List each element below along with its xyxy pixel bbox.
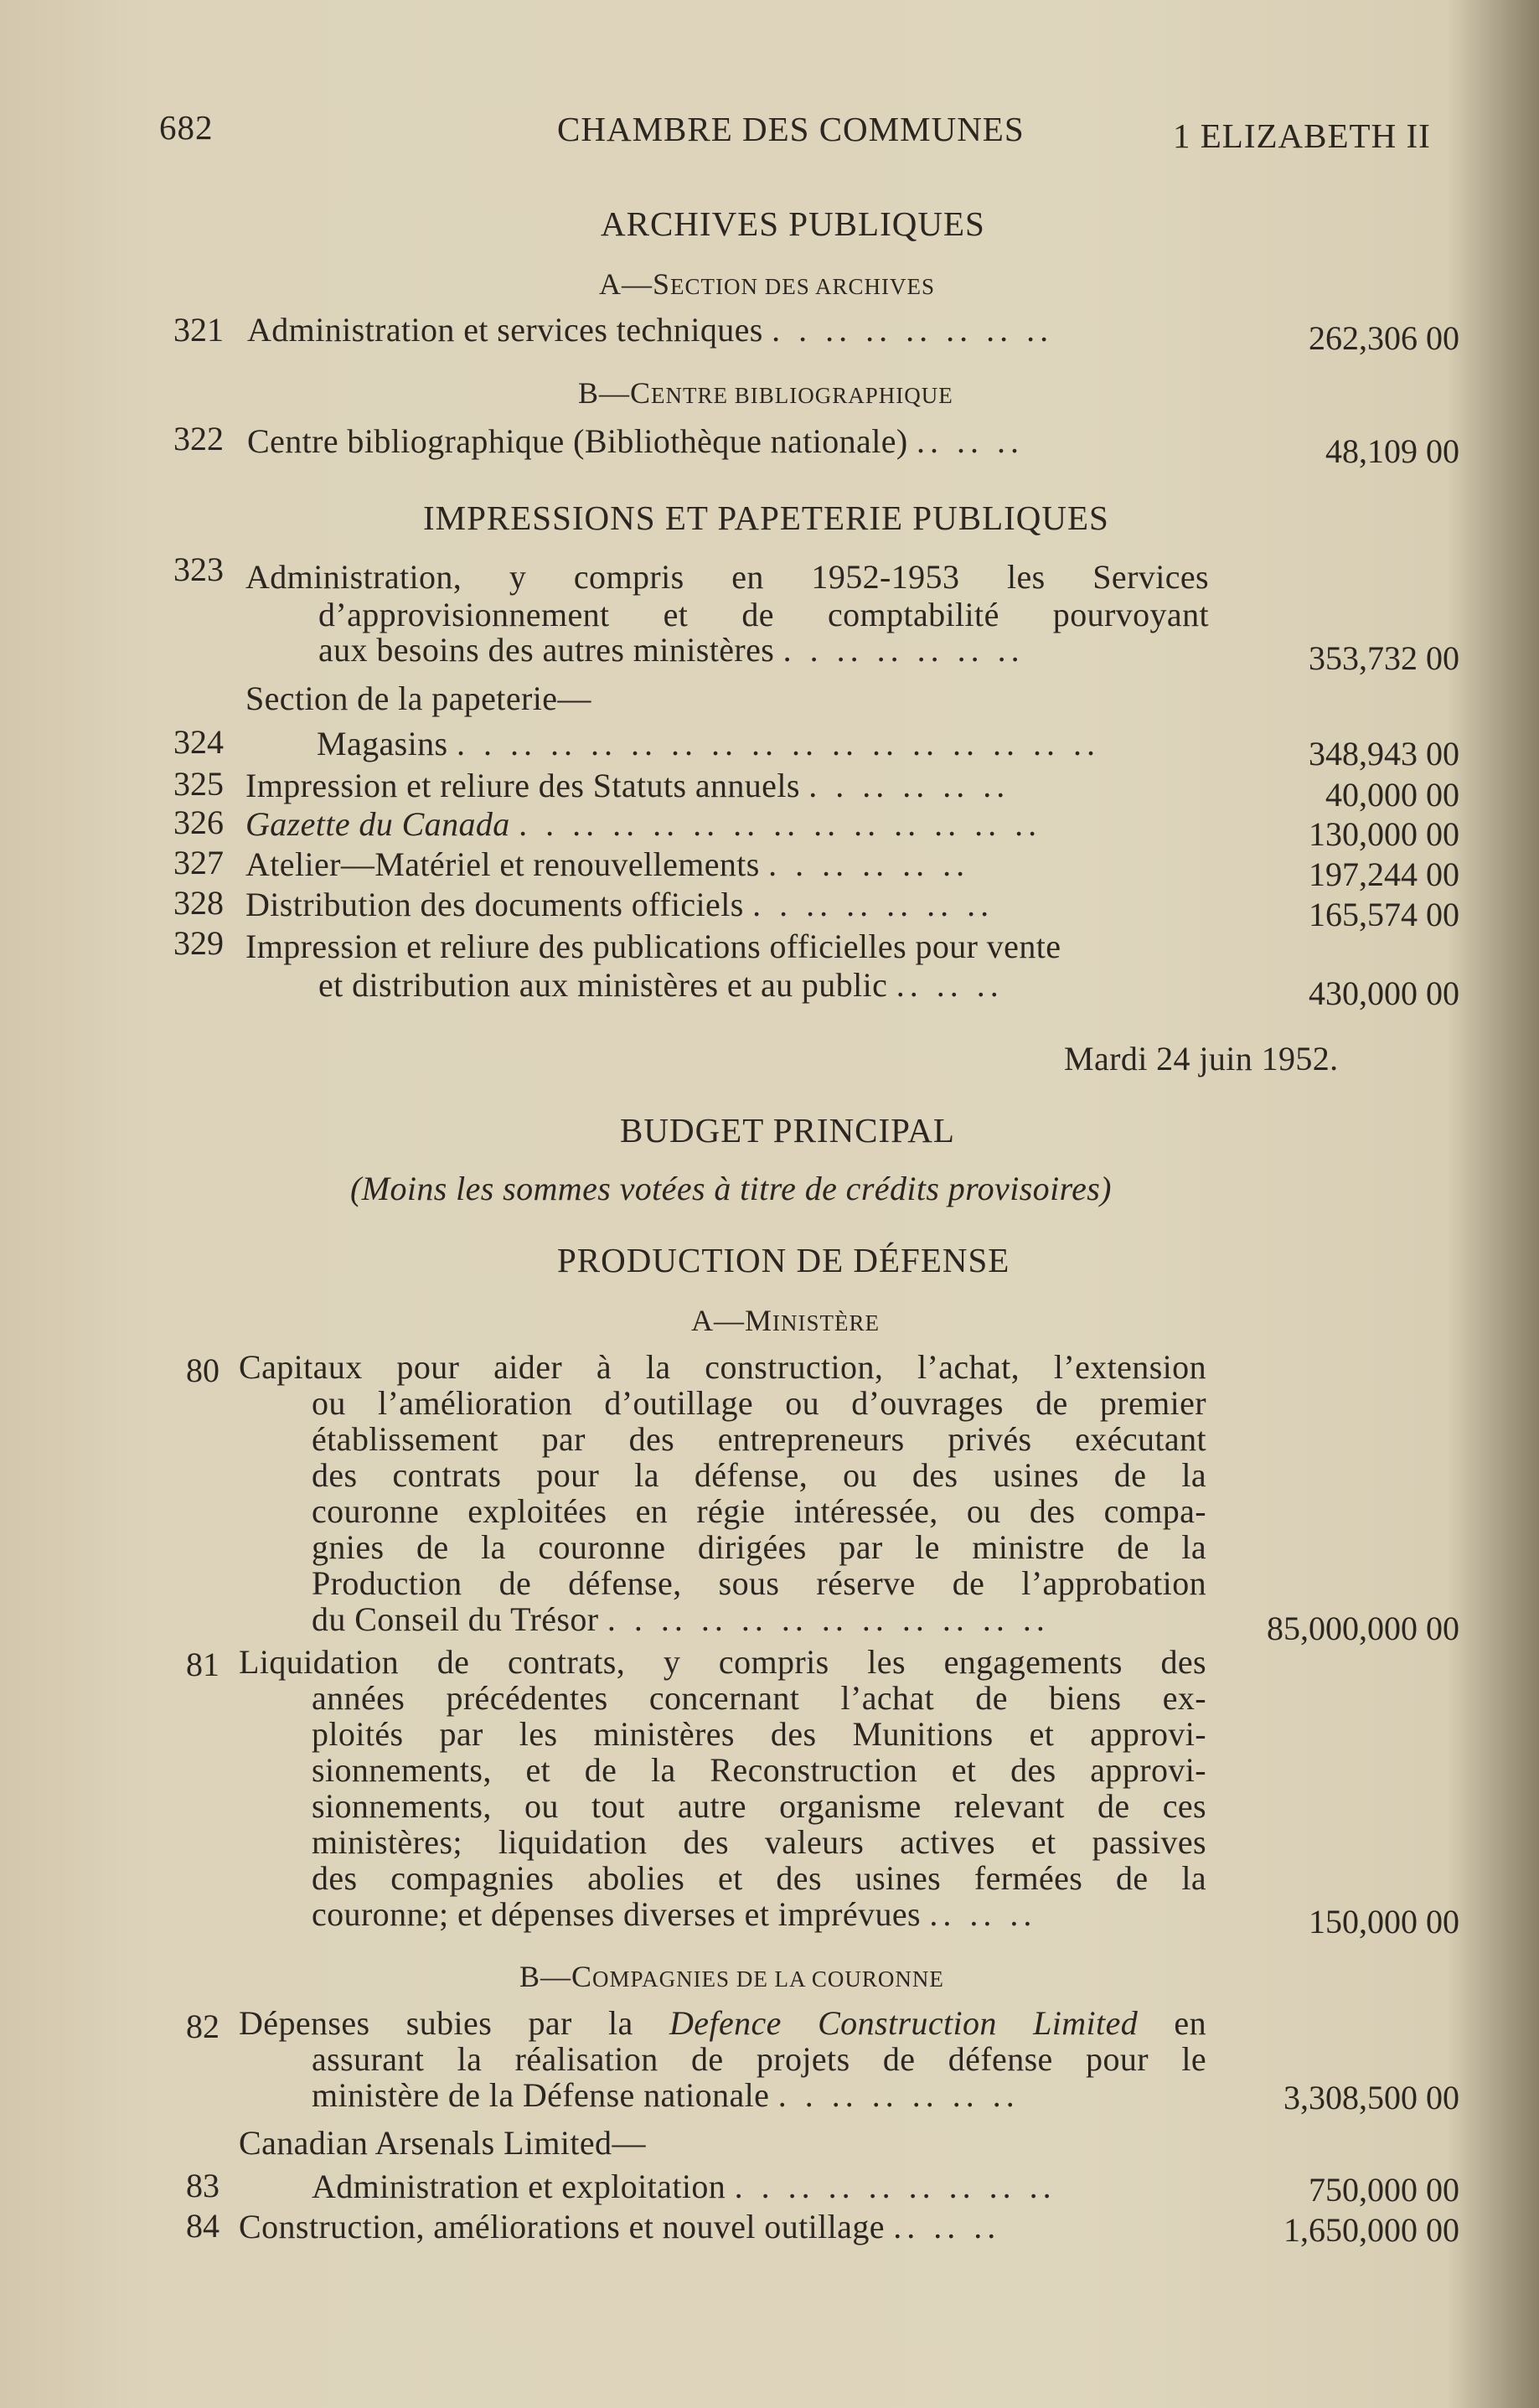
item-description: Magasins . . .. .. .. .. .. .. .. .. .. .. .. .. .. .. .. xyxy=(317,725,1100,762)
heading-production-defense: PRODUCTION DE DÉFENSE xyxy=(557,1241,1010,1279)
item-amount: 1,650,000 00 xyxy=(1283,2211,1459,2249)
item-amount: 85,000,000 00 xyxy=(1267,1610,1459,1647)
item-description-line: d’approvisionnement et de comptabilité pourvoyant xyxy=(318,596,1209,633)
item-amount: 40,000 00 xyxy=(1325,776,1459,814)
item-description-line: sionnements, et de la Reconstruction et des approvi- xyxy=(312,1751,1206,1789)
item-number: 321 xyxy=(173,311,224,349)
item-number: 322 xyxy=(173,420,224,457)
item-number: 327 xyxy=(173,844,224,881)
group-label-papeterie: Section de la papeterie— xyxy=(245,680,591,717)
heading-impressions-papeterie: IMPRESSIONS ET PAPETERIE PUBLIQUES xyxy=(423,499,1109,537)
subheading-section-archives: A—SECTION DES ARCHIVES xyxy=(599,267,936,301)
item-amount: 353,732 00 xyxy=(1309,639,1459,677)
item-description: Distribution des documents officiels . . .. .. .. .. .. xyxy=(245,886,994,923)
item-description-line: Liquidation de contrats, y compris les engagements des xyxy=(239,1643,1206,1681)
item-description: Administration et exploitation . . .. .. .. .. .. .. .. xyxy=(312,2168,1056,2205)
item-description-line: ministères; liquidation des valeurs actives et passives xyxy=(312,1823,1206,1861)
item-description: Administration et services techniques . . .. .. .. .. .. .. xyxy=(247,311,1054,349)
item-description-line: ploités par les ministères des Munitions et approvi- xyxy=(312,1715,1206,1753)
item-description: Construction, améliorations et nouvel outillage .. .. .. xyxy=(239,2208,1001,2245)
sitting-date: Mardi 24 juin 1952. xyxy=(1064,1040,1339,1077)
item-amount: 750,000 00 xyxy=(1309,2171,1459,2209)
item-number: 329 xyxy=(173,924,224,962)
item-description-line: et distribution aux ministères et au public .. .. .. xyxy=(318,966,1004,1004)
page-number: 682 xyxy=(159,108,214,147)
item-number: 323 xyxy=(173,550,224,588)
item-description-line: assurant la réalisation de projets de défense pour le xyxy=(312,2040,1206,2078)
item-description-line: Impression et reliure des publications officielles pour vente xyxy=(245,928,1061,965)
group-label-canadian-arsenals: Canadian Arsenals Limited— xyxy=(239,2124,646,2162)
subheading-budget-note: (Moins les sommes votées à titre de crédits provisoires) xyxy=(350,1170,1112,1207)
item-number: 324 xyxy=(173,723,224,761)
heading-budget-principal: BUDGET PRINCIPAL xyxy=(620,1111,955,1150)
item-amount: 3,308,500 00 xyxy=(1283,2079,1459,2116)
item-amount: 348,943 00 xyxy=(1309,735,1459,773)
item-number: 84 xyxy=(186,2207,219,2245)
item-number: 81 xyxy=(186,1646,219,1683)
item-amount: 262,306 00 xyxy=(1309,319,1459,357)
item-description-line: Dépenses subies par la Defence Construction Limited en xyxy=(239,2004,1206,2042)
item-description-line: gnies de la couronne dirigées par le ministre de la xyxy=(312,1528,1206,1566)
running-head-reign: 1 ELIZABETH II xyxy=(1173,116,1431,155)
item-number: 82 xyxy=(186,2008,219,2045)
item-description-line: ministère de la Défense nationale . . .. .. .. .. .. xyxy=(312,2076,1020,2114)
subheading-compagnies-couronne: B—COMPAGNIES DE LA COURONNE xyxy=(519,1960,944,1993)
item-amount: 150,000 00 xyxy=(1309,1903,1459,1940)
item-description: Impression et reliure des Statuts annuels . . .. .. .. .. xyxy=(245,767,1010,804)
subheading-ministere: A—MINISTÈRE xyxy=(691,1304,880,1337)
item-number: 328 xyxy=(173,884,224,922)
subheading-centre-bibliographique: B—CENTRE BIBLIOGRAPHIQUE xyxy=(578,376,953,410)
running-head-chamber: CHAMBRE DES COMMUNES xyxy=(557,110,1025,148)
item-description: Centre bibliographique (Bibliothèque nationale) .. .. .. xyxy=(247,422,1024,460)
item-amount: 130,000 00 xyxy=(1309,815,1459,853)
item-description-line: ou l’amélioration d’outillage ou d’ouvrages de premier xyxy=(312,1384,1206,1422)
item-description-line: années précédentes concernant l’achat de biens ex- xyxy=(312,1679,1206,1717)
item-amount: 197,244 00 xyxy=(1309,855,1459,893)
item-description-line: des compagnies abolies et des usines fermées de la xyxy=(312,1859,1206,1897)
item-description-block xyxy=(239,1349,1206,1637)
item-description: Gazette du Canada . . .. .. .. .. .. .. .. .. .. .. .. .. xyxy=(245,805,1042,843)
item-description-line: aux besoins des autres ministères . . .. .. .. .. .. xyxy=(318,631,1025,669)
item-amount: 48,109 00 xyxy=(1325,432,1459,470)
item-number: 326 xyxy=(173,804,224,841)
item-description-line: sionnements, ou tout autre organisme relevant de ces xyxy=(312,1787,1206,1825)
item-description-line: des contrats pour la défense, ou des usines de la xyxy=(312,1456,1206,1494)
item-description-line: couronne exploitées en régie intéressée, ou des compa- xyxy=(312,1492,1206,1530)
item-amount: 165,574 00 xyxy=(1309,896,1459,933)
item-number: 80 xyxy=(186,1351,219,1389)
item-description-line: Capitaux pour aider à la construction, l’achat, l’extension xyxy=(239,1348,1206,1386)
heading-archives-publiques: ARCHIVES PUBLIQUES xyxy=(601,204,985,243)
item-description: Atelier—Matériel et renouvellements . . .. .. .. .. xyxy=(245,845,970,883)
item-description-line: couronne; et dépenses diverses et imprévues .. .. .. xyxy=(312,1895,1037,1933)
item-description-line: du Conseil du Trésor . . .. .. .. .. .. .. .. .. .. .. xyxy=(312,1600,1050,1638)
item-description-block xyxy=(239,2005,1206,2113)
item-description-line: établissement par des entrepreneurs privés exécutant xyxy=(312,1420,1206,1458)
item-amount: 430,000 00 xyxy=(1309,974,1459,1012)
item-description-block xyxy=(239,1644,1206,1932)
item-number: 325 xyxy=(173,765,224,803)
item-description-line: Administration, y compris en 1952-1953 les Services xyxy=(245,558,1209,596)
item-number: 83 xyxy=(186,2167,219,2204)
item-description-line: Production de défense, sous réserve de l’approbation xyxy=(312,1564,1206,1602)
